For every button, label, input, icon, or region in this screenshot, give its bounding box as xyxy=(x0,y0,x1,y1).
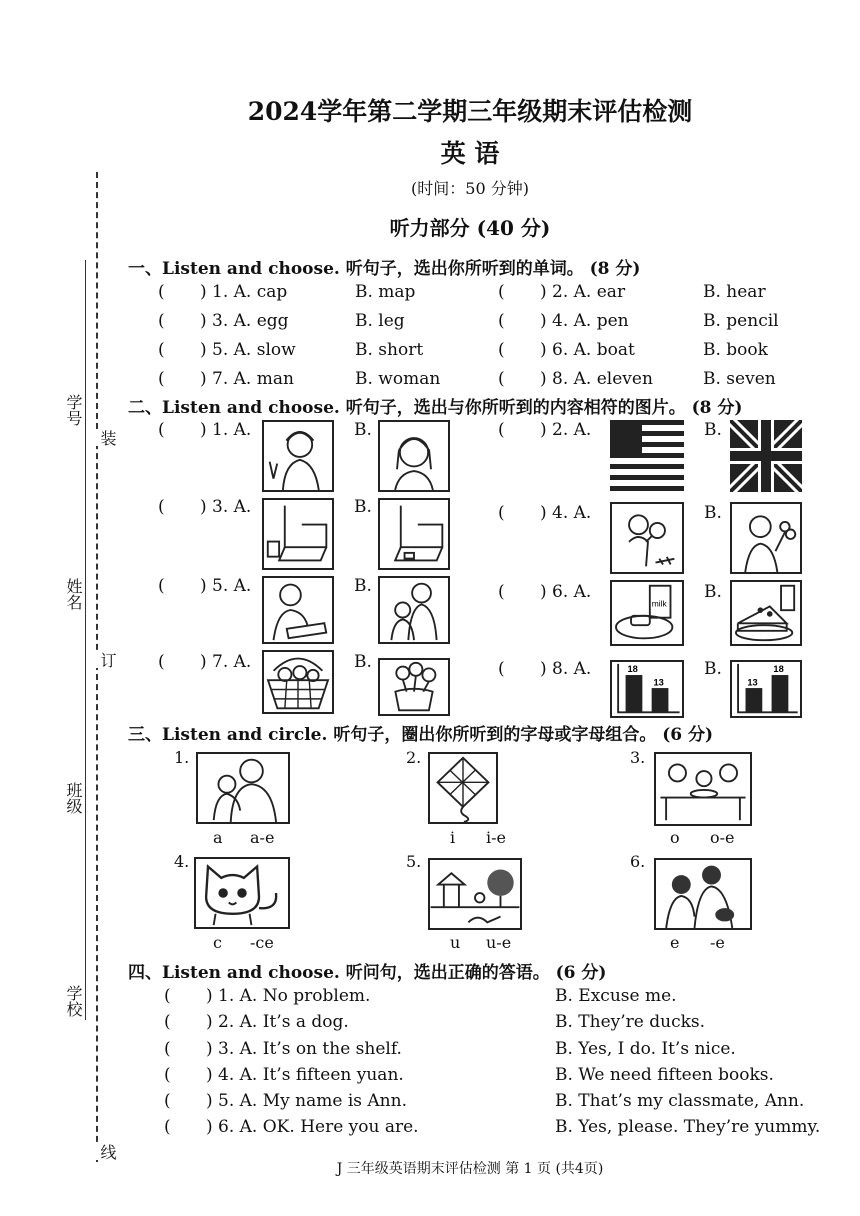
section4-item-paren[interactable]: ( xyxy=(164,1065,171,1085)
section4-option-b: B. Excuse me. xyxy=(555,986,677,1006)
section2-item-paren[interactable]: ( xyxy=(158,420,165,440)
section2-item-option-a: ) 7. A. xyxy=(200,652,252,672)
section2-item-option-b: B. xyxy=(354,576,372,596)
picture-park-scene xyxy=(428,858,522,930)
picture-bed-empty xyxy=(378,498,450,570)
section2-heading: 二、Listen and choose. 听句子，选出与你所听到的内容相符的图片。 (8 分) xyxy=(128,398,743,418)
section2-item-paren[interactable]: ( xyxy=(498,503,505,523)
picture-parent-and-child xyxy=(378,576,450,644)
picture-woman-writing xyxy=(262,576,334,644)
section2-item-paren[interactable]: ( xyxy=(158,576,165,596)
section1-item-paren[interactable]: ( xyxy=(158,282,165,302)
section2-item-paren[interactable]: ( xyxy=(158,652,165,672)
section4-option-a: ) 6. A. OK. Here you are. xyxy=(206,1117,419,1137)
chart-b-label-1: 13 xyxy=(747,677,758,688)
school-label: 学校 xyxy=(64,985,83,1017)
section2-item-option-a: ) 1. A. xyxy=(200,420,252,440)
section2-item-paren[interactable]: ( xyxy=(498,582,505,602)
section3-option-1[interactable]: u xyxy=(450,933,461,952)
picture-family-pets xyxy=(654,858,752,930)
exam-time: (时间：50 分钟) xyxy=(411,179,529,198)
milk-carton-label: milk xyxy=(651,598,667,609)
section1-item-option-a: ) 7. A. man xyxy=(200,369,294,389)
section4-option-b: B. Yes, I do. It’s nice. xyxy=(555,1039,736,1059)
section4-option-b: B. Yes, please. They’re yummy. xyxy=(555,1117,821,1137)
section3-option-2[interactable]: -e xyxy=(710,933,725,952)
section2-item-option-b: B. xyxy=(354,497,372,517)
section3-option-2[interactable]: a-e xyxy=(250,828,275,847)
section1-item-option-a: ) 8. A. eleven xyxy=(540,369,653,389)
section1-item-paren[interactable]: ( xyxy=(498,311,505,331)
section4-option-b: B. We need fifteen books. xyxy=(555,1065,774,1085)
section2-item-option-a: ) 3. A. xyxy=(200,497,252,517)
section1-item-paren[interactable]: ( xyxy=(158,369,165,389)
section1-item-paren[interactable]: ( xyxy=(498,340,505,360)
section2-item-option-a: ) 6. A. xyxy=(540,582,592,602)
section3-item-number: 5. xyxy=(406,852,422,871)
section1-item-option-a: ) 1. A. cap xyxy=(200,282,288,302)
section2-item-paren[interactable]: ( xyxy=(498,659,505,679)
section3-option-1[interactable]: a xyxy=(213,828,223,847)
binding-mark-xian: 线 xyxy=(98,1144,117,1160)
section3-item-number: 6. xyxy=(630,852,646,871)
section2-item-option-b: B. xyxy=(704,420,722,440)
section1-item-option-a: ) 2. A. ear xyxy=(540,282,626,302)
section3-heading: 三、Listen and circle. 听句子，圈出你所听到的字母或字母组合。 (6 分) xyxy=(128,725,714,745)
picture-milk-and-bread xyxy=(610,580,684,646)
section1-item-option-a: ) 5. A. slow xyxy=(200,340,296,360)
section4-option-a: ) 5. A. My name is Ann. xyxy=(206,1091,407,1111)
section1-item-option-b: B. leg xyxy=(355,311,405,331)
section1-item-option-b: B. seven xyxy=(703,369,776,389)
picture-family-dinner xyxy=(654,752,752,826)
student-no-label: 学号 xyxy=(64,394,83,426)
binding-vertical-line xyxy=(85,260,86,1020)
picture-bar-chart-b xyxy=(730,660,802,718)
section4-option-a: ) 2. A. It’s a dog. xyxy=(206,1012,349,1032)
section2-item-option-a: ) 4. A. xyxy=(540,503,592,523)
binding-mark-zhuang: 装 xyxy=(98,430,117,446)
page-footer: J 三年级英语期末评估检测 第 1 页 (共4页) xyxy=(336,1161,604,1177)
section3-option-2[interactable]: -ce xyxy=(250,933,274,952)
picture-cat xyxy=(194,857,290,929)
section1-item-option-b: B. pencil xyxy=(703,311,779,331)
exam-title: 2024学年第二学期三年级期末评估检测 xyxy=(247,97,693,126)
picture-boy-flowers xyxy=(730,502,802,574)
picture-fruit-basket xyxy=(262,650,334,714)
section4-option-a: ) 4. A. It’s fifteen yuan. xyxy=(206,1065,404,1085)
binding-mark-ding: 订 xyxy=(98,652,117,668)
section3-option-1[interactable]: o xyxy=(670,828,680,847)
section1-item-option-a: ) 3. A. egg xyxy=(200,311,289,331)
section2-item-paren[interactable]: ( xyxy=(498,420,505,440)
section1-item-option-b: B. short xyxy=(355,340,424,360)
section1-item-option-b: B. book xyxy=(703,340,768,360)
picture-father-hugging-child xyxy=(196,752,290,824)
picture-us-flag xyxy=(610,420,684,492)
picture-bed-with-box xyxy=(262,498,334,570)
chart-a-label-2: 13 xyxy=(653,677,664,688)
section1-item-paren[interactable]: ( xyxy=(498,282,505,302)
picture-woman-waving xyxy=(262,420,334,492)
name-label: 姓名 xyxy=(64,578,83,610)
section4-option-b: B. They’re ducks. xyxy=(555,1012,706,1032)
section1-item-option-b: B. woman xyxy=(355,369,441,389)
section4-heading: 四、Listen and choose. 听问句，选出正确的答语。 (6 分) xyxy=(128,963,607,983)
section3-option-2[interactable]: o-e xyxy=(710,828,735,847)
section3-item-number: 1. xyxy=(174,748,190,767)
picture-uk-flag xyxy=(730,420,802,492)
section4-option-a: ) 3. A. It’s on the shelf. xyxy=(206,1039,402,1059)
section3-item-number: 3. xyxy=(630,748,646,767)
section1-item-paren[interactable]: ( xyxy=(158,311,165,331)
section2-item-option-b: B. xyxy=(354,420,372,440)
section1-item-paren[interactable]: ( xyxy=(498,369,505,389)
picture-cake-and-juice xyxy=(730,580,802,646)
section4-item-paren[interactable]: ( xyxy=(164,1091,171,1111)
section1-item-option-b: B. hear xyxy=(703,282,766,302)
picture-bar-chart-a xyxy=(610,660,684,718)
section3-item-number: 2. xyxy=(406,748,422,767)
section2-item-option-b: B. xyxy=(704,503,722,523)
section4-item-paren[interactable]: ( xyxy=(164,1012,171,1032)
section3-option-1[interactable]: e xyxy=(670,933,680,952)
section4-option-b: B. That’s my classmate, Ann. xyxy=(555,1091,805,1111)
part-title: 听力部分 (40 分) xyxy=(389,216,551,240)
section1-item-option-a: ) 4. A. pen xyxy=(540,311,629,331)
section2-item-option-a: ) 5. A. xyxy=(200,576,252,596)
section1-item-option-b: B. map xyxy=(355,282,416,302)
picture-kite xyxy=(428,752,498,824)
section3-option-1[interactable]: c xyxy=(213,933,222,952)
section2-item-option-b: B. xyxy=(704,582,722,602)
section3-option-2[interactable]: i-e xyxy=(486,828,506,847)
section3-option-2[interactable]: u-e xyxy=(486,933,512,952)
subject-title: 英 语 xyxy=(440,139,500,168)
picture-girl xyxy=(378,420,450,492)
section2-item-option-b: B. xyxy=(354,652,372,672)
section1-item-option-a: ) 6. A. boat xyxy=(540,340,635,360)
section4-item-paren[interactable]: ( xyxy=(164,1039,171,1059)
section4-item-paren[interactable]: ( xyxy=(164,986,171,1006)
section3-item-number: 4. xyxy=(174,852,190,871)
section1-heading: 一、Listen and choose. 听句子，选出你所听到的单词。 (8 分) xyxy=(128,259,641,279)
class-label: 班级 xyxy=(64,782,83,814)
chart-a-label-1: 18 xyxy=(627,664,638,675)
section2-item-option-a: ) 8. A. xyxy=(540,659,592,679)
picture-boy-magnifier xyxy=(610,502,684,574)
section2-item-paren[interactable]: ( xyxy=(158,497,165,517)
section3-option-1[interactable]: i xyxy=(450,828,456,847)
section4-item-paren[interactable]: ( xyxy=(164,1117,171,1137)
section2-item-option-b: B. xyxy=(704,659,722,679)
section2-item-option-a: ) 2. A. xyxy=(540,420,592,440)
section1-item-paren[interactable]: ( xyxy=(158,340,165,360)
chart-b-label-2: 18 xyxy=(773,664,784,675)
picture-lollipops-and-sweets xyxy=(378,658,450,716)
section4-option-a: ) 1. A. No problem. xyxy=(206,986,371,1006)
